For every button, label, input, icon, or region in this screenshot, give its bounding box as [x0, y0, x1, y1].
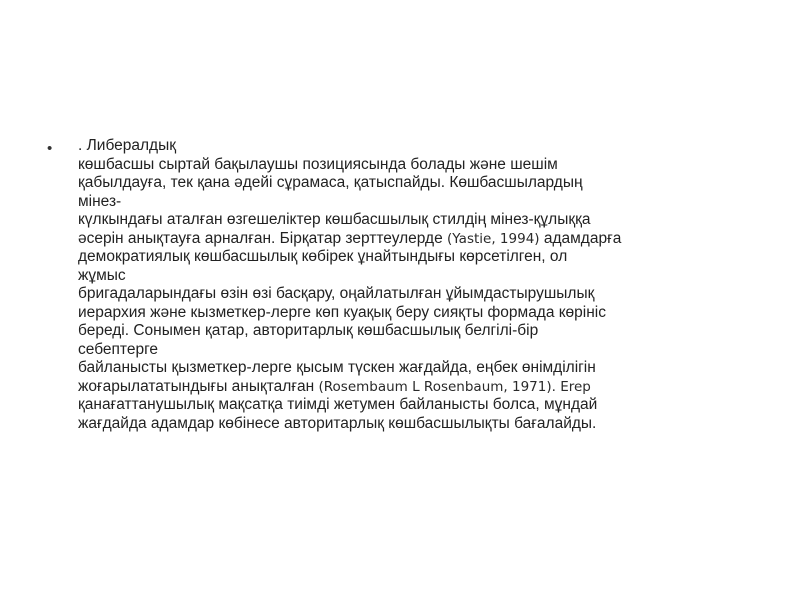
text-line — [78, 267, 768, 286]
text-line — [78, 193, 768, 212]
text-line — [78, 378, 768, 397]
text-segment: көшбасшы сыртай бақылаушы позициясында болады және шешім — [78, 155, 558, 173]
text-line — [78, 174, 768, 193]
text-line — [78, 396, 768, 415]
text-line — [78, 341, 768, 360]
text-segment: жағдайда адамдар көбінесе авторитарлық көшбасшылықты бағалайды. — [78, 414, 597, 432]
text-segment: қабылдауға, тек қана әдейі сұрамаса, қатыспайды. Көшбасшылардың — [78, 174, 583, 191]
text-segment: демократиялық көшбасшылық көбірек ұнайтындығы көрсетілген, ол — [78, 248, 568, 265]
text-line — [78, 415, 768, 434]
text-line — [78, 211, 768, 230]
text-segment: күлкындағы аталған өзгешеліктер көшбасшылық стилдің мінез-құлыққа — [78, 211, 591, 228]
text-line — [78, 304, 768, 323]
text-segment: иерархия және кызметкер-лерге көп куақық беру сияқты формада көрініс — [78, 303, 606, 321]
text-line — [78, 359, 768, 378]
text-segment: әсерін анықтауға арналған. Бірқатар зерттеулерде — [78, 229, 448, 247]
paragraph-text — [78, 137, 768, 433]
text-line — [78, 322, 768, 341]
text-line — [78, 156, 768, 175]
bullet-point: • — [47, 140, 53, 157]
text-line — [78, 285, 768, 304]
text-line — [78, 248, 768, 267]
text-segment: қанағаттанушылық мақсатқа тиімді жетумен байланысты болса, мұндай — [78, 396, 598, 413]
text-line — [78, 137, 768, 156]
text-segment: мінез- — [78, 192, 122, 210]
citation: (Rosembaum L Rosenbaum, 1971). Erep — [318, 378, 591, 395]
text-segment: жұмыс — [78, 266, 126, 284]
text-segment: жоғарылататындығы анықталған — [78, 377, 319, 395]
text-segment: себептерге — [78, 340, 159, 358]
text-line — [78, 230, 768, 249]
text-segment: бригадаларындағы өзін өзі басқару, оңайлатылған ұйымдастырушылық — [78, 285, 595, 302]
text-segment: . Либералдық — [78, 137, 177, 154]
text-segment: адамдарға — [539, 229, 622, 247]
text-segment: байланысты қызметкер-лерге қысым түскен жағдайда, еңбек өнімділігін — [78, 359, 596, 376]
text-segment: береді. Сонымен қатар, авторитарлық көшбасшылық белгілі-бір — [78, 322, 539, 339]
citation: (Yastie, 1994) — [447, 230, 540, 247]
